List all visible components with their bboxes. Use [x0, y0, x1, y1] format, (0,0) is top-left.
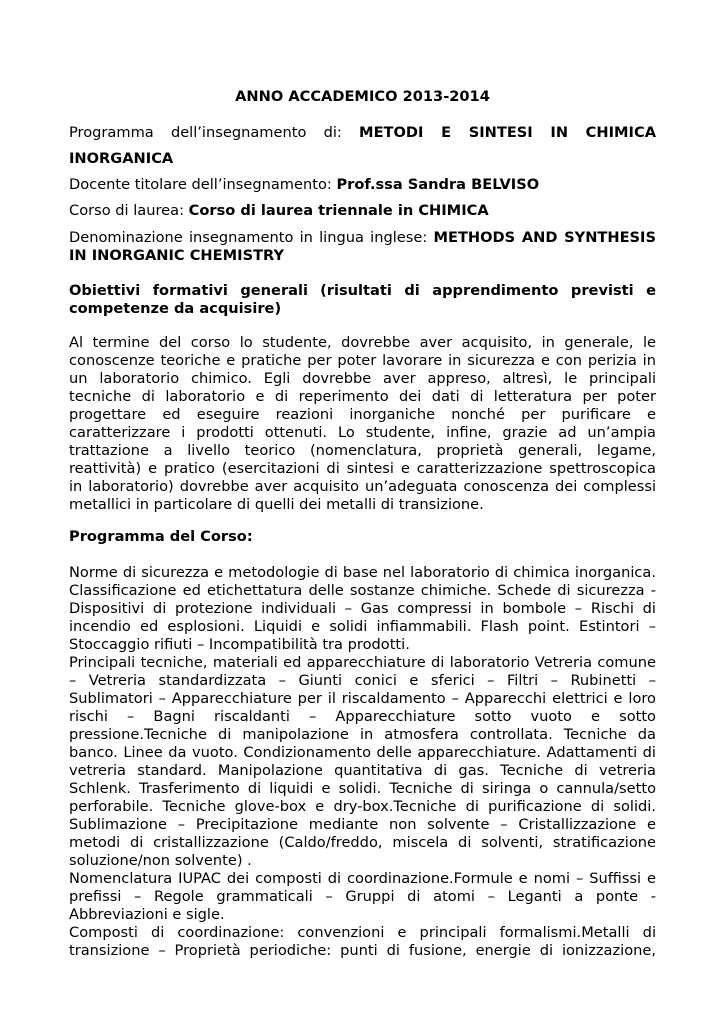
corso-line	[69, 202, 656, 220]
obiettivi-line: tecniche di laboratorio e di reperimento dei dati di letteratura per poter	[69, 388, 656, 405]
programma-line: prefissi – Regole grammaticali – Gruppi di atomi – Leganti a ponte -	[69, 888, 656, 905]
programma-line: Principali tecniche, materiali ed apparecchiature di laboratorio Vetreria comune	[69, 654, 656, 671]
docente-label: Docente titolare dell’insegnamento:	[69, 176, 332, 193]
denominazione-value-1: METHODS AND SYNTHESIS	[433, 229, 656, 246]
programma-line: Sublimazione – Precipitazione mediante non solvente – Cristallizzazione e	[69, 816, 656, 833]
obiettivi-line: reattività) e pratico (esercitazioni di sintesi e caratterizzazione spettroscopica	[69, 460, 656, 477]
programma-line: Schlenk. Trasferimento di liquidi e solidi. Tecniche di siringa o cannula/setto	[69, 780, 656, 797]
programma-line: Dispositivi di protezione individuali – Gas compressi in bombole – Rischi di	[69, 600, 656, 617]
programma-line: Norme di sicurezza e metodologie di base nel laboratorio di chimica inorganica.	[69, 564, 656, 581]
programma-line: banco. Linee da vuoto. Condizionamento delle apparecchiature. Adattamenti di	[69, 744, 656, 761]
obiettivi-line: Al termine del corso lo studente, dovrebbe aver acquisito, in generale, le	[69, 334, 656, 351]
programma-line: Composti di coordinazione: convenzioni e principali formalismi.Metalli di	[69, 924, 656, 941]
programma-line: pressione.Tecniche di manipolazione in atmosfera controllata. Tecniche da	[69, 726, 656, 743]
denominazione-value-2: IN INORGANIC CHEMISTRY	[69, 247, 285, 264]
programma-line-1	[69, 124, 656, 142]
programma-label: Programma dell’insegnamento di:	[69, 124, 342, 141]
obiettivi-heading-line-1	[69, 282, 656, 300]
programma-line: metodi di cristallizzazione (Caldo/freddo, miscela di solventi, stratificazione	[69, 834, 656, 851]
obiettivi-heading-b: (risultati di apprendimento previsti e	[320, 282, 657, 299]
programma-line: Nomenclatura IUPAC dei composti di coordinazione.Formule e nomi – Suffissi e	[69, 870, 656, 887]
obiettivi-heading-line-2: competenze da acquisire)	[69, 300, 282, 317]
programma-line: Sublimatori – Apparecchiature per il riscaldamento – Apparecchi elettrici e loro	[69, 690, 656, 707]
obiettivi-line: conoscenze teoriche e pratiche per poter lavorare in sicurezza e con perizia in	[69, 352, 656, 369]
programma-line: incendio ed esplosioni. Liquidi e solidi infiammabili. Flash point. Estintori –	[69, 618, 656, 635]
docente-line	[69, 176, 656, 194]
programma-value-2: INORGANICA	[69, 150, 174, 167]
obiettivi-line: in laboratorio) dovrebbe aver acquisito un’adeguata conoscenza dei complessi	[69, 478, 656, 495]
programma-line: rischi – Bagni riscaldanti – Apparecchiature sotto vuoto e sotto	[69, 708, 656, 725]
programma-line: transizione – Proprietà periodiche: punti di fusione, energie di ionizzazione,	[69, 942, 656, 959]
programma-line: Abbreviazioni e sigle.	[69, 906, 225, 923]
corso-label: Corso di laurea:	[69, 202, 185, 219]
programma-line: perforabile. Tecniche glove-box e dry-box.Tecniche di purificazione di solidi.	[69, 798, 656, 815]
obiettivi-line: progettare ed eseguire reazioni inorganiche nonché per purificare e	[69, 406, 656, 423]
denominazione-label: Denominazione insegnamento in lingua inglese:	[69, 229, 428, 246]
obiettivi-line: un laboratorio chimico. Egli dovrebbe aver appreso, altresì, le principali	[69, 370, 656, 387]
obiettivi-heading-a: Obiettivi formativi generali	[69, 282, 309, 299]
programma-line: vetreria standard. Manipolazione quantitativa di gas. Tecniche di vetreria	[69, 762, 656, 779]
corso-value: Corso di laurea triennale in CHIMICA	[188, 202, 489, 219]
programma-line: soluzione/non solvente) .	[69, 852, 252, 869]
docente-value: Prof.ssa Sandra BELVISO	[336, 176, 540, 193]
obiettivi-line: caratterizzare i prodotti ottenuti. Lo studente, infine, grazie ad un’ampia	[69, 424, 656, 441]
programma-line: Classificazione ed etichettatura delle sostanze chimiche. Schede di sicurezza -	[69, 582, 656, 599]
obiettivi-line: trattazione a livello teorico (nomenclatura, proprietà generali, legame,	[69, 442, 656, 459]
programma-line: Stoccaggio rifiuti – Incompatibilità tra prodotti.	[69, 636, 410, 653]
denominazione-line-2	[69, 247, 656, 265]
denominazione-line-1	[69, 229, 656, 247]
obiettivi-line: metallici in particolare di quelli dei metalli di transizione.	[69, 496, 484, 513]
academic-year-title: ANNO ACCADEMICO 2013-2014	[235, 88, 490, 105]
programma-corso-heading: Programma del Corso:	[69, 528, 253, 545]
programma-line: – Vetreria standardizzata – Giunti conici e sferici – Filtri – Rubinetti –	[69, 672, 656, 689]
programma-line-2	[69, 150, 656, 168]
programma-value-1: METODI E SINTESI IN CHIMICA	[359, 124, 656, 141]
